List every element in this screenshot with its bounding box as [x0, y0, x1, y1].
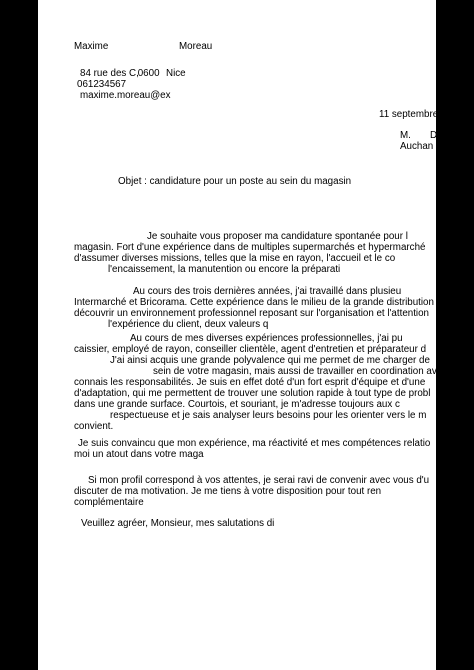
recipient-company: Auchan l: [400, 141, 439, 152]
p3-line: convient.: [74, 421, 114, 432]
p2-line: l'expérience du client, deux valeurs q: [108, 319, 269, 330]
p3-line: Au cours de mes diverses expériences professionnelles, j'ai pu: [130, 333, 403, 344]
p1-line: Je souhaite vous proposer ma candidature spontanée pour l: [147, 231, 408, 242]
p3-line: respectueuse et je sais analyser leurs besoins pour les orienter vers le m: [110, 410, 427, 421]
p1-line: l'encaissement, la manutention ou encore la préparati: [108, 264, 341, 275]
p2-line: Intermarché et Bricorama. Cette expérience dans le milieu de la grande distribution: [74, 297, 434, 308]
sender-email: maxime.moreau@ex: [80, 90, 171, 101]
p3-line: dans une grande surface. Courtois, et souriant, je m'adresse toujours aux c: [74, 399, 400, 410]
closing-line: Veuillez agréer, Monsieur, mes salutations di: [81, 518, 275, 529]
sender-city: Nice: [166, 68, 186, 79]
p1-line: magasin. Fort d'une expérience dans de multiples supermarchés et hypermarché: [74, 242, 426, 253]
p2-line: Au cours des trois dernières années, j'ai travaillé dans plusieu: [133, 286, 402, 297]
p4-line: Je suis convaincu que mon expérience, ma réactivité et mes compétences relatio: [78, 438, 431, 449]
p3-line: connais les responsabilités. Je suis en effet doté d'un fort esprit d'équipe et d'une: [74, 377, 426, 388]
p1-line: d'assumer diverses missions, telles que la mise en rayon, l'accueil et le co: [74, 253, 396, 264]
p3-line: J'ai ainsi acquis une grande polyvalence qui me permet de me charger de: [110, 355, 430, 366]
recipient-title: M.: [400, 130, 411, 141]
sender-phone: 061234567: [77, 79, 127, 90]
letter-page: [38, 0, 439, 670]
p5-line: discuter de ma motivation. Je me tiens à votre disposition pour tout ren: [74, 486, 382, 497]
p4-line: moi un atout dans votre maga: [74, 449, 204, 460]
sender-address: 84 rue des C,: [80, 68, 139, 79]
sender-postal-code: 0600: [135, 68, 160, 79]
letter-date: 11 septembre: [379, 109, 439, 120]
p3-line: d'adaptation, qui me permettent de trouver une solution rapide à tout type de probl: [74, 388, 431, 399]
p5-line: complémentaire: [74, 497, 144, 508]
p2-line: découvrir un environnement professionnel reposant sur l'organisation et l'attention: [74, 308, 430, 319]
recipient-name: D: [430, 130, 438, 141]
p3-line: sein de votre magasin, mais aussi de travailler en coordination av: [153, 366, 437, 377]
sender-last-name: Moreau: [179, 41, 213, 52]
p3-line: caissier, employé de rayon, conseiller clientèle, agent d'entretien et préparateur d: [74, 344, 427, 355]
letter-subject: Objet : candidature pour un poste au sein du magasin: [118, 176, 352, 187]
sender-first-name: Maxime: [74, 41, 109, 52]
p5-line: Si mon profil correspond à vos attentes, je serai ravi de convenir avec vous d'u: [88, 475, 430, 486]
